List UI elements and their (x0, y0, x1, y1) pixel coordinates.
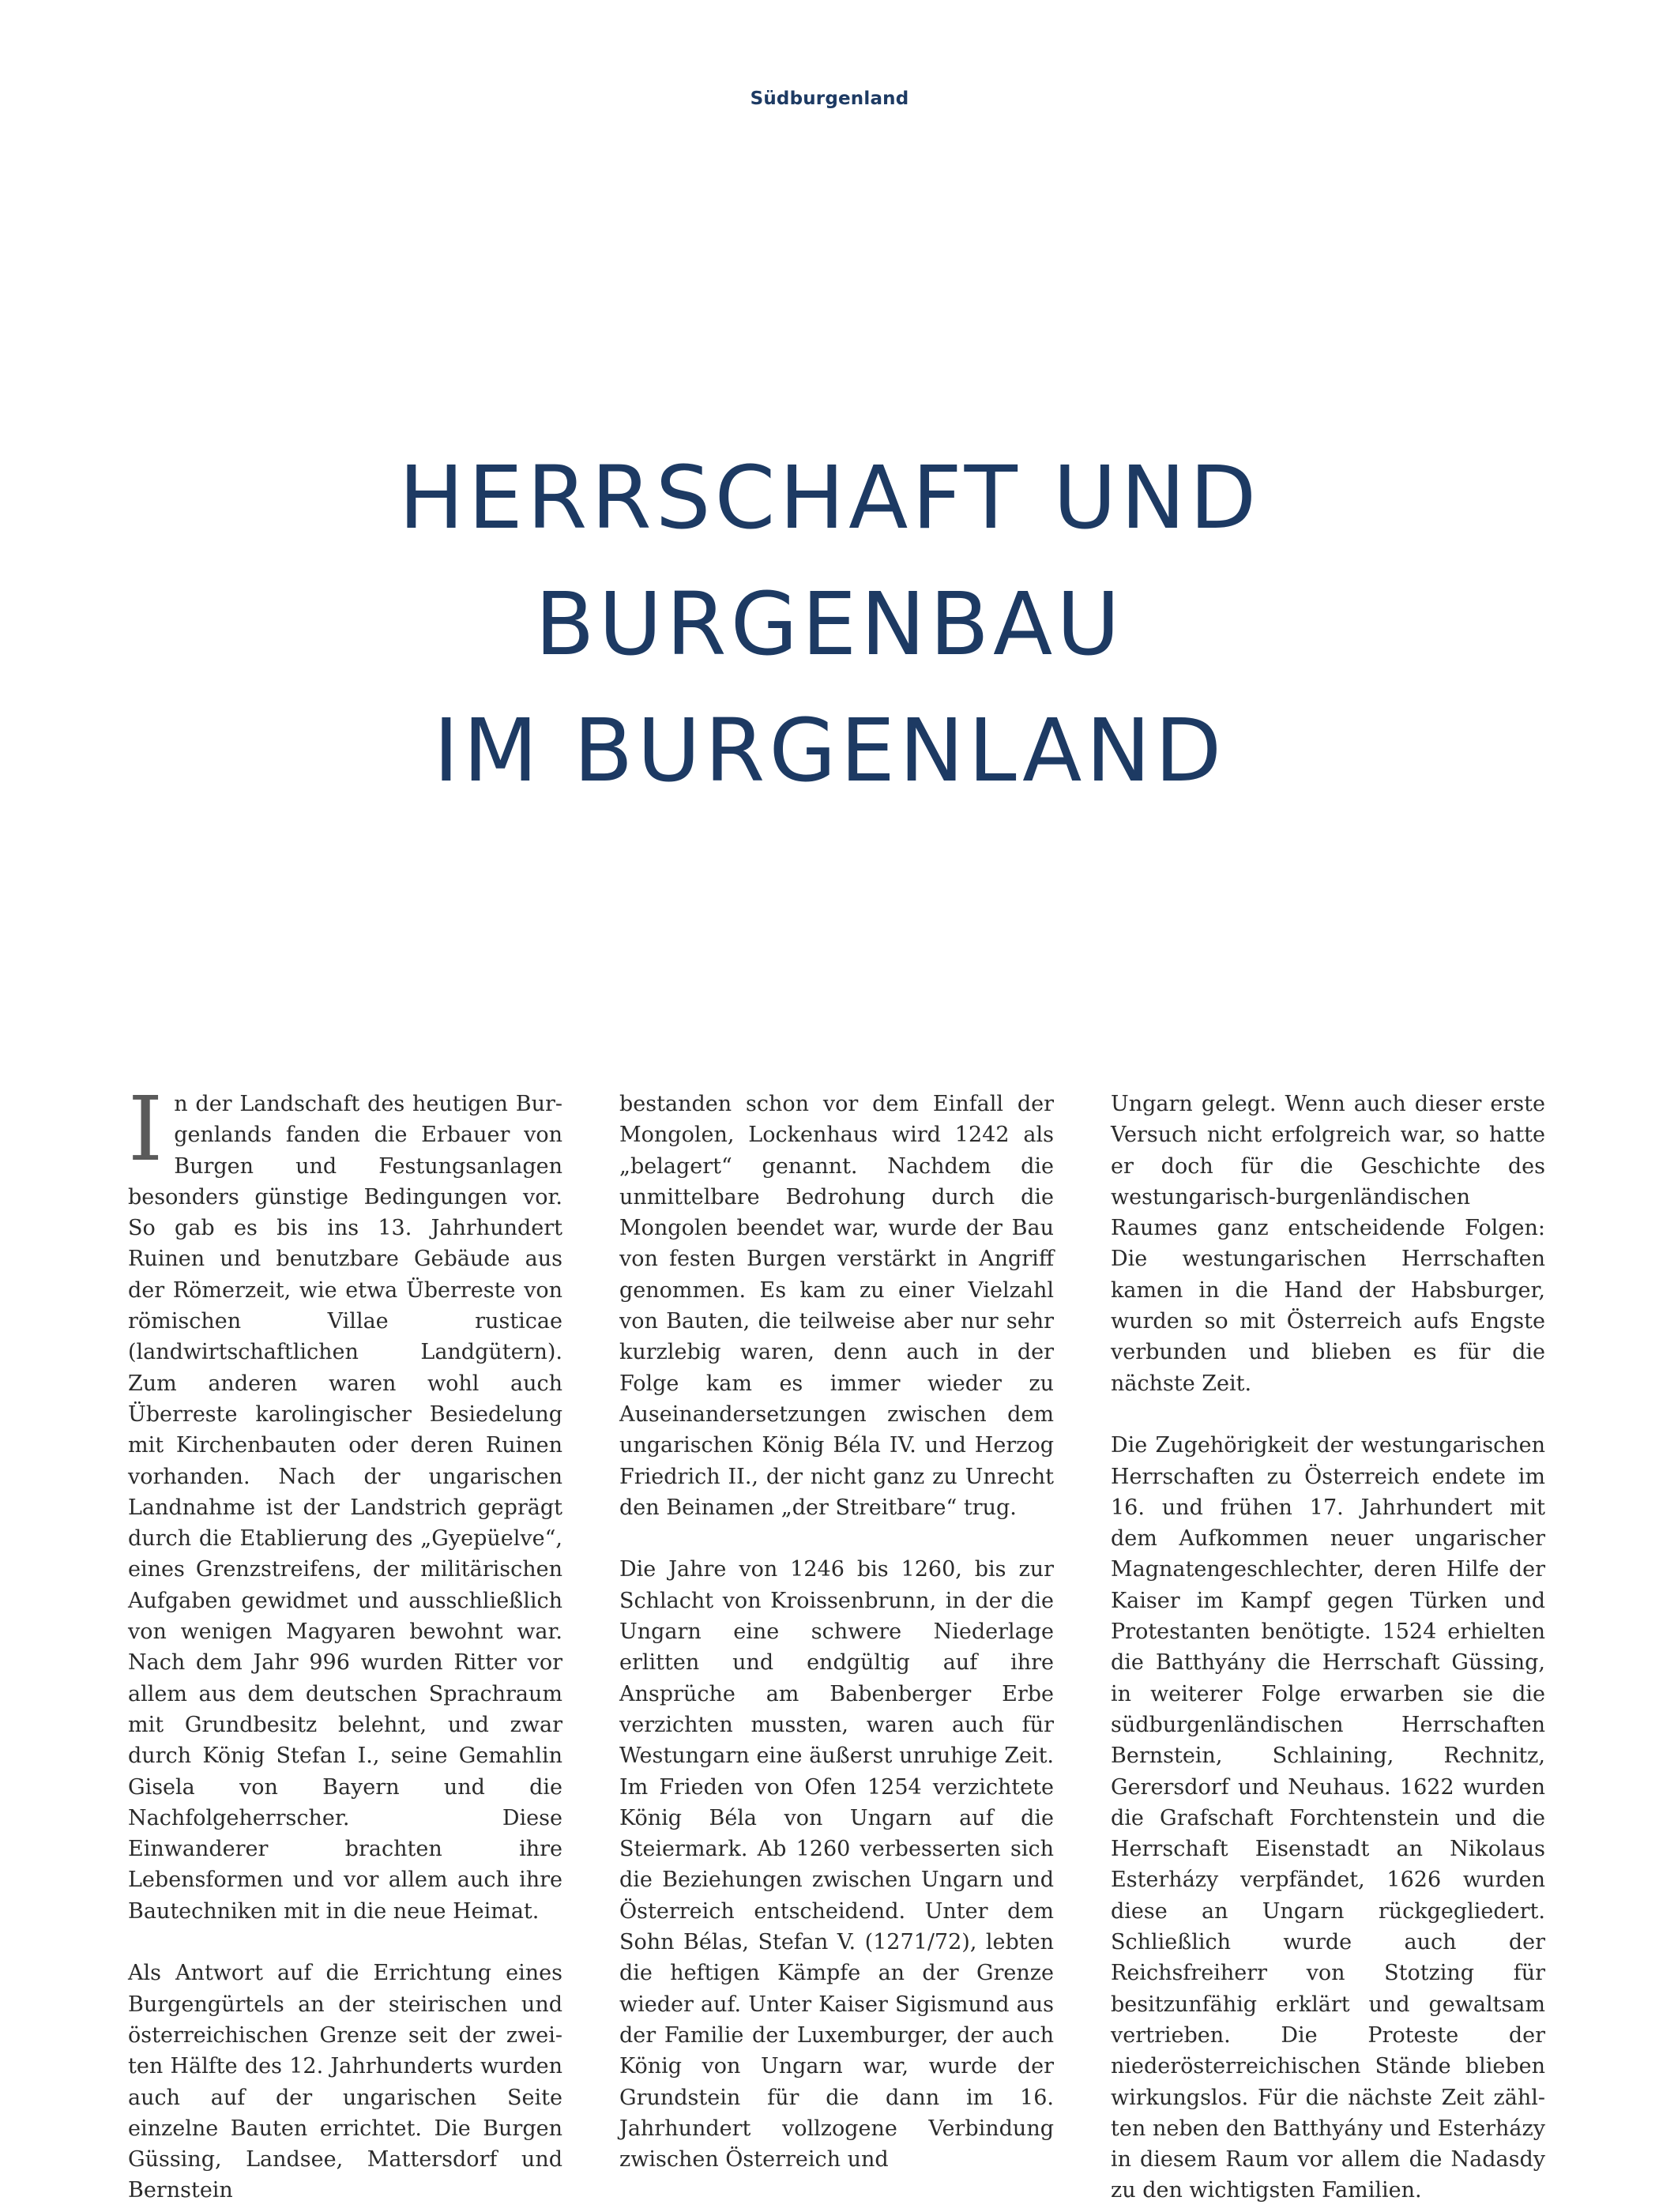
paragraph: bestanden schon vor dem Einfall der Mongolen, Lockenhaus wird 1242 als „belagert“ genannt. Nachdem die unmittelbare Bedrohung durch die Mongolen beendet war, wurde der Bau von festen Burgen verstärkt in Angriff genommen. Es kam zu einer Vielzahl von Bauten, die teilweise aber nur sehr kurzlebig waren, denn auch in der Folge kam es immer wieder zu Auseinandersetzungen zwischen dem ungarischen König Béla IV. und Herzog Friedrich II., der nicht ganz zu Unrecht den Beinamen „der Streitbare“ trug. (619, 1092, 1054, 1520)
text-column-1 (128, 1078, 562, 2206)
paragraph: Die Jahre von 1246 bis 1260, bis zur Schlacht von Kroissenbrunn, in der die Ungarn eine schwere Niederlage erlitten und endgültig auf ihre Ansprüche am Babenberger Erbe verzichten mussten, waren auch für Westungarn eine äußerst unruhige Zeit. Im Frieden von Ofen 1254 verzichtete König Béla von Ungarn auf die Steiermark. Ab 1260 verbesserten sich die Beziehungen zwischen Ungarn und Österreich entscheidend. Unter dem Sohn Bélas, Stefan V. (1271/72), lebten die heftigen Kämpfe an der Grenze wieder auf. Unter Kaiser Sigismund aus der Familie der Luxemburger, der auch König von Ungarn war, wurde der Grundstein für die dann im 16. Jahrhundert vollzogene Verbindung zwischen Österreich und (619, 1557, 1054, 2172)
title-line-3: IM BURGENLAND (433, 700, 1226, 801)
title-line-1: HERRSCHAFT UND (398, 447, 1261, 548)
paragraph: Als Antwort auf die Errichtung eines Burgengürtels an der steirischen und österreichischen Grenze seit der zweiten Hälfte des 12. Jahrhunderts wurden auch auf der ungarischen Seite einzelne Bauten errichtet. Die Burgen Güssing, Landsee, Mattersdorf und Bernstein (128, 1961, 562, 2203)
paragraph: Die Zugehörigkeit der westungarischen Herrschaften zu Österreich endete im 16. und frühen 17. Jahrhundert mit dem Aufkommen neuer ungarischer Magnatengeschlechter, deren Hilfe der Kaiser im Kampf gegen Türken und Protestanten benötigte. 1524 erhielten die Batthyány die Herrschaft Güssing, in weiterer Folge erwarben sie die südburgenländischen Herrschaften Bernstein, Schlaining, Rechnitz, Gerersdorf und Neuhaus. 1622 wurden die Grafschaft Forchtenstein und die Herrschaft Eisenstadt an Nikolaus Esterházy verpfändet, 1626 wurden diese an Ungarn rückgegliedert. Schließlich wurde auch der Reichsfreiherr von Stotzing für besitzunfähig erklärt und gewaltsam vertrieben. Die Proteste der niederösterreichischen Stände blieben wirkungslos. Für die nächste Zeit zählten neben den Batthyány und Esterházy in diesem Raum vor allem die Nadasdy zu den wichtigsten Familien. (1111, 1433, 1545, 2203)
paragraph-text: n der Landschaft des heutigen Burgenlands fanden die Erbauer von Burgen und Festungsanlagen besonders günstige Bedingungen vor. So gab es bis ins 13. Jahrhundert Ruinen und benutzbare Gebäude aus der Römerzeit, wie etwa Überreste von römischen Villae rusticae (landwirtschaftlichen Landgütern). Zum anderen waren wohl auch Überreste karolingischer Besiedelung mit Kirchenbauten oder deren Ruinen vorhanden. Nach der ungarischen Landnahme ist der Landstrich geprägt durch die Etablierung des „Gyepüelve“, eines Grenzstreifens, der militärischen Aufgaben gewidmet und ausschließlich von wenigen Magyaren bewohnt war. Nach dem Jahr 996 wurden Ritter vor allem aus dem deutschen Sprachraum mit Grundbesitz belehnt, und zwar durch König Stefan I., seine Gemahlin Gisela von Bayern und die Nachfolgeherrscher. Diese Einwanderer brachten ihre Lebensformen und vor allem auch ihre Bautechniken mit in die neue Heimat. (128, 1092, 562, 1924)
text-column-2 (619, 1089, 1054, 2175)
paragraph: Ungarn gelegt. Wenn auch dieser erste Versuch nicht erfolgreich war, so hatte er doch für die Geschichte des westungarisch-burgenländischen Raumes ganz entscheidende Folgen: Die westungarischen Herrschaften kamen in die Hand der Habsburger, wurden so mit Österreich aufs Engste verbunden und blieben es für die nächste Zeit. (1111, 1092, 1545, 1396)
text-column-3 (1111, 1089, 1545, 2206)
drop-cap: I (128, 1078, 164, 1181)
title-line-2: BURGENBAU (535, 574, 1124, 675)
paragraph (128, 1078, 562, 1927)
running-header: Südburgenland (750, 88, 909, 109)
page-title (0, 434, 1659, 814)
